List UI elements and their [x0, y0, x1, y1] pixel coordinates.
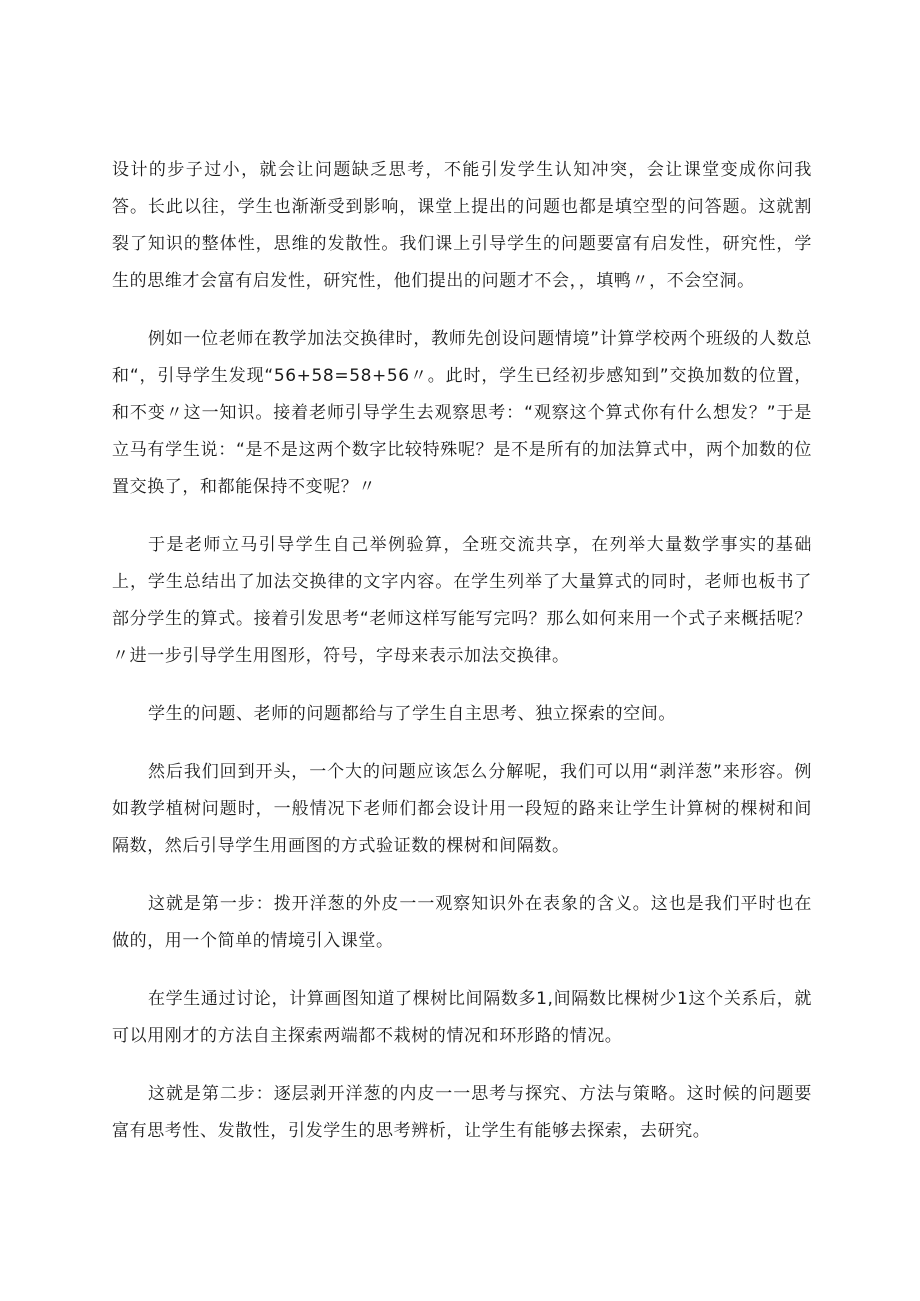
paragraph-4: 学生的问题、老师的问题都给与了学生自主思考、独立探索的空间。 — [148, 704, 676, 724]
document-body — [112, 152, 812, 1150]
paragraph-5: 然后我们回到开头，一个大的问题应该怎么分解呢，我们可以用“剥洋葱”来形容。例如教学植树问题时，一般情况下老师们都会设计用一段短的路来让学生计算树的棵树和间隔数，然后引导学生用画图的方式验证数的棵树和间隔数。 — [112, 762, 812, 856]
paragraph-3: 于是老师立马引导学生自己举例验算，全班交流共享，在列举大量数学事实的基础上，学生总结出了加法交换律的文字内容。在学生列举了大量算式的同时，老师也板书了部分学生的算式。接着引发思考“老师这样写能写完吗？那么如何来用一个式子来概括呢？〃进一步引导学生用图形，符号，字母来表示加法交换律。 — [112, 535, 812, 666]
paragraph-7: 在学生通过讨论，计算画图知道了棵树比间隔数多1,间隔数比棵树少1这个关系后，就可以用刚才的方法自主探索两端都不栽树的情况和环形路的情况。 — [112, 989, 812, 1046]
paragraph-8: 这就是第二步：逐层剥开洋葱的内皮一一思考与探究、方法与策略。这时候的问题要富有思考性、发散性，引发学生的思考辨析，让学生有能够去探索，去研究。 — [112, 1084, 812, 1141]
paragraph-1: 设计的步子过小，就会让问题缺乏思考，不能引发学生认知冲突，会让课堂变成你问我答。长此以往，学生也渐渐受到影响，课堂上提出的问题也都是填空型的问答题。这就割裂了知识的整体性，思维的发散性。我们课上引导学生的问题要富有启发性，研究性，学生的思维才会富有启发性，研究性，他们提出的问题才不会，，填鸭〃，不会空洞。 — [112, 160, 812, 291]
paragraph-2: 例如一位老师在教学加法交换律时，教师先创设问题情境”计算学校两个班级的人数总和“，引导学生发现“56+58=58+56〃。此时，学生已经初步感知到”交换加数的位置，和不变〃这一知识。接着老师引导学生去观察思考：“观察这个算式你有什么想发？”于是立马有学生说：“是不是这两个数字比较特殊呢？是不是所有的加法算式中，两个加数的位置交换了，和都能保持不变呢？〃 — [112, 329, 812, 497]
paragraph-6: 这就是第一步：拨开洋葱的外皮一一观察知识外在表象的含义。这也是我们平时也在做的，用一个简单的情境引入课堂。 — [112, 894, 812, 951]
